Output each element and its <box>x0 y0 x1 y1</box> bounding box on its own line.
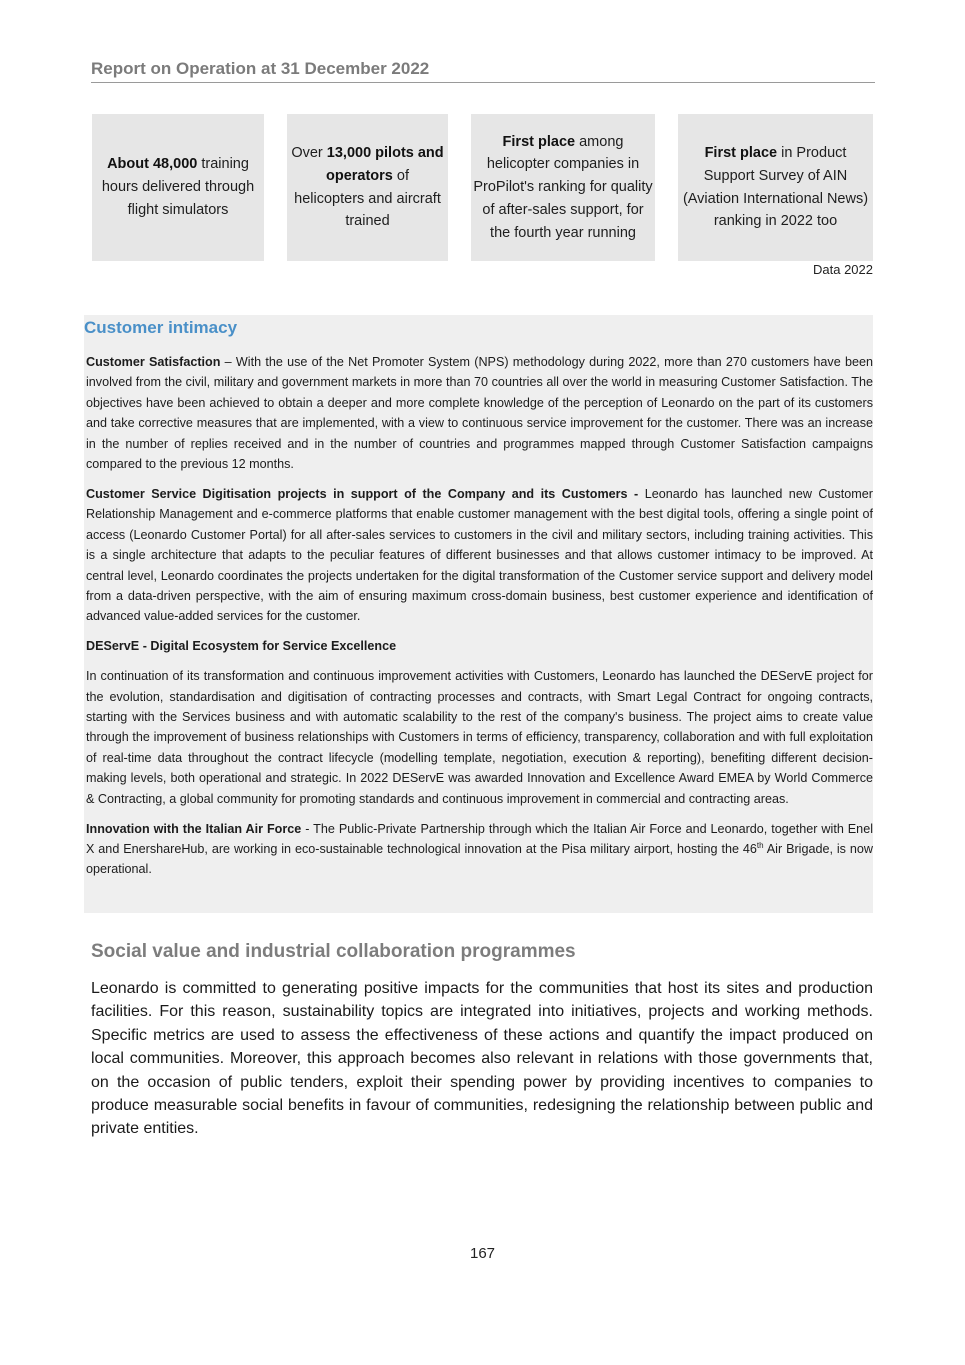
stat-prefix: Over <box>291 145 327 162</box>
data-source-note: Data 2022 <box>813 262 873 277</box>
stat-box-pilots-trained <box>287 114 448 261</box>
customer-satisfaction-paragraph <box>86 352 873 474</box>
paragraph-text: Leonardo has launched new Customer Relationship Management and e-commerce platforms that enable customer management with the best digital tools, offering a single point of access (Leonardo Customer Portal) for all after-sales services to customers in the civil and military sectors, including training activities. This is a single architecture that adapts to the peculiar features of different businesses and that allows customer intimacy to be improved. At central level, Leonardo coordinates the projects undertaken for the digital transformation of the Customer service support and delivery model from a data-driven perspective, with the aim of ensuring maximum cross-domain business, best customer experience and identification of advanced value-added services for the customer. <box>86 486 873 624</box>
customer-intimacy-title: Customer intimacy <box>84 318 238 337</box>
service-digitisation-paragraph <box>86 484 873 627</box>
stat-text <box>289 142 446 233</box>
stat-description: training hours delivered through flight simulators <box>101 156 255 218</box>
stat-box-training-hours <box>92 114 264 261</box>
social-value-body: Leonardo is committed to generating positive impacts for the communities that host its sites and production facilities. For this reason, sustainability topics are integrated into initiatives, projects and working methods. Specific metrics are used to assess the effectiveness of these actions and quantify the impact produced on local communities. Moreover, this approach becomes also relevant in relations with those governments that, on the occasion of public tenders, exploit their spending power by providing incentives to companies to produce measurable social benefits in favour of communities, redesigning the relationship between public and private entities. <box>91 980 873 1138</box>
paragraph-lead: Customer Satisfaction <box>86 355 221 369</box>
ordinal-suffix: th <box>756 840 764 850</box>
stat-text <box>680 142 871 233</box>
customer-intimacy-body <box>86 352 873 889</box>
paragraph-lead: Innovation with the Italian Air Force <box>86 821 302 836</box>
stat-description: among helicopter companies in ProPilot's ranking for quality of after-sales support, for the fourth year running <box>473 133 653 241</box>
social-value-title: Social value and industrial collaboration programmes <box>91 941 576 962</box>
page-number: 167 <box>469 1245 496 1262</box>
air-force-paragraph <box>86 819 873 880</box>
stat-highlight: First place <box>502 133 576 150</box>
paragraph-tail: Air Brigade, is now operational. <box>86 841 873 877</box>
stat-box-ain-ranking <box>678 114 873 261</box>
stat-description: in Product Support Survey of AIN (Aviation International News) ranking in 2022 too <box>682 145 869 230</box>
stat-description: of helicopters and aircraft trained <box>294 167 441 230</box>
paragraph-text: – With the use of the Net Promoter System (NPS) methodology during 2022, more than 270 customers have been involved from the civil, military and government markets in more than 70 countries all over the world in measuring Customer Satisfaction. The objectives have been achieved to obtain a deeper and more complete knowledge of the perception of Leonardo on the part of its customers and take corrective measures that are implemented, with a view to continuous service improvement for the customer. There was an increase in the number of replies received and in the number of countries and programmes mapped through Customer Satisfaction campaigns compared to the previous 12 months. <box>86 355 873 472</box>
customer-intimacy-panel <box>84 315 873 913</box>
stat-text <box>96 153 260 221</box>
stat-box-propilot-ranking <box>471 114 655 261</box>
stat-highlight: About 48,000 <box>107 156 198 173</box>
page-header: Report on Operation at 31 December 2022 <box>91 59 875 83</box>
paragraph-lead: Customer Service Digitisation projects in support of the Company and its Customers - <box>86 486 639 501</box>
stat-highlight: 13,000 pilots and operators <box>325 145 444 184</box>
deserve-heading: DEServE - Digital Ecosystem for Service Excellence <box>86 639 397 654</box>
stat-text <box>472 131 654 245</box>
stat-highlight: First place <box>704 145 778 162</box>
deserve-paragraph: In continuation of its transformation and continuous improvement activities with Customers, Leonardo has launched the DEServE project for the evolution, standardisation and digitisation of contracting processes and contracts, with Smart Legal Contract for ongoing contracts, starting with the Services business and with automatic scalability to the rest of the company's business. The project aims to create value through the improvement of business relationships with Customers in terms of efficiency, transparency, collaboration and with full exploitation of real-time data throughout the contract lifecycle (modelling template, negotiation, execution & reporting), benefiting different decision-making levels, both operational and strategic. In 2022 DEServE was awarded Innovation and Excellence Award EMEA by World Commerce & Contracting, a global community for promoting standards and continuous improvement in commercial and contracting areas. <box>86 669 873 806</box>
paragraph-text: - The Public-Private Partnership through which the Italian Air Force and Leonardo, together with Enel X and EnershareHub, are working in eco-sustainable technological innovation at the Pisa military airport, hosting the 46 <box>86 821 873 856</box>
